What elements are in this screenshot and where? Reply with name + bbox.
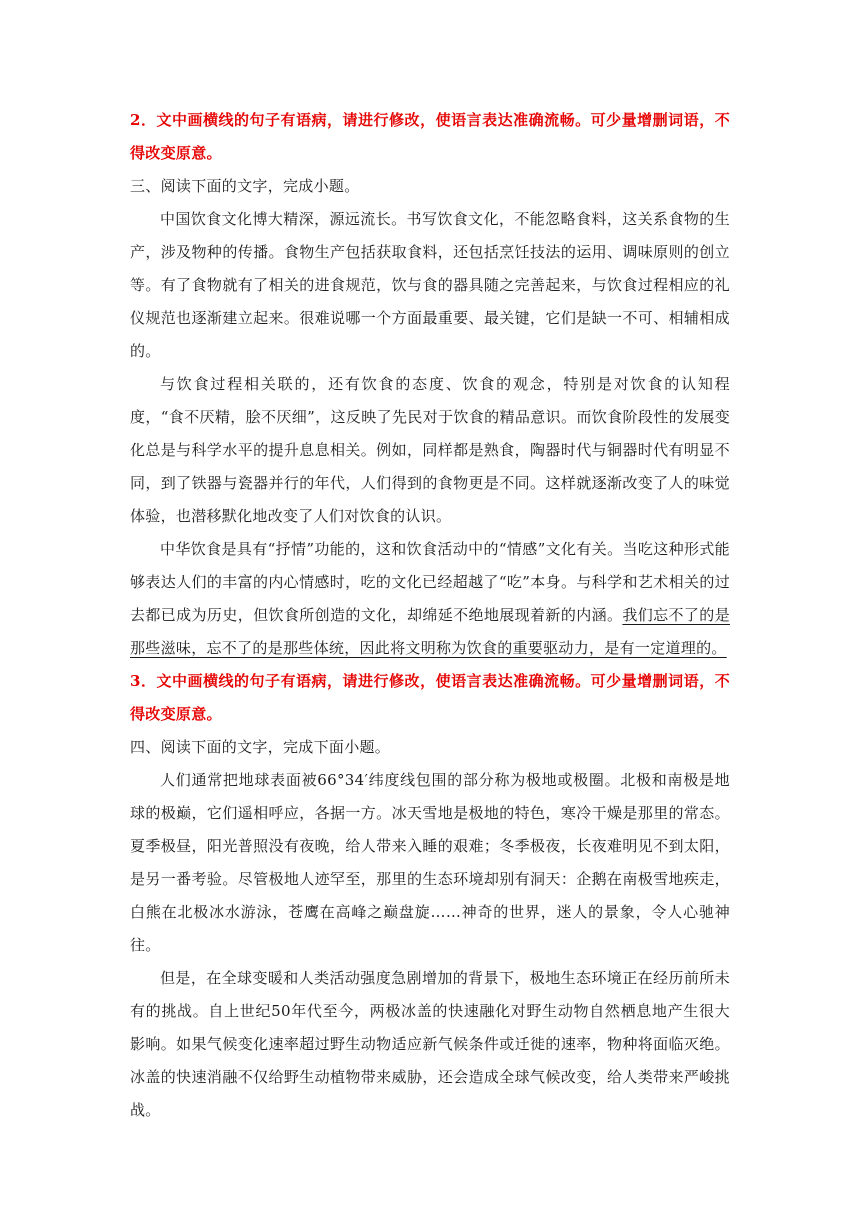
underlined-sentence: 我们忘不了的是那些滋味，忘不了的是那些体统，因此将文明称为饮食的重要驱动力，是有一定道理的。 [130,606,730,657]
paragraph-3-text: 中华饮食是具有“抒情”功能的，这和饮食活动中的“情感”文化有关。当吃这种形式能够表达人们的丰富的内心情感时，吃的文化已经超越了“吃”本身。与科学和艺术相关的过去都已成为历史，但饮食所创造的文化，却绵延不绝地展现着新的内涵。 [130,540,730,624]
question-3: 3．文中画横线的句子有语病，请进行修改，使语言表达准确流畅。可少量增删词语，不得改变原意。 [130,672,730,723]
section-3-paragraph-1: 中国饮食文化博大精深，源远流长。书写饮食文化，不能忽略食料，这关系食物的生产，涉及物种的传播。食物生产包括获取食料，还包括烹饪技法的运用、调味原则的创立等。有了食物就有了相关的进食规范，饮与食的器具随之完善起来，与饮食过程相应的礼仪规范也逐渐建立起来。很难说哪一个方面最重要、最关键，它们是缺一不可、相辅相成的。 [130,210,730,360]
question-2: 2．文中画横线的句子有语病，请进行修改，使语言表达准确流畅。可少量增删词语，不得改变原意。 [130,111,730,162]
section-4-paragraph-1: 人们通常把地球表面被66°34′纬度线包围的部分称为极地或极圈。北极和南极是地球的极巅，它们遥相呼应，各据一方。冰天雪地是极地的特色，寒冷干燥是那里的常态。夏季极昼，阳光普照没有夜晚，给人带来入睡的艰难；冬季极夜，长夜难明见不到太阳，是另一番考验。尽管极地人迹罕至，那里的生态环境却别有洞天：企鹅在南极雪地疾走，白熊在北极冰水游泳，苍鹰在高峰之巅盘旋……神奇的世界，迷人的景象，令人心驰神往。 [130,771,730,954]
section-4-paragraph-2: 但是，在全球变暖和人类活动强度急剧增加的背景下，极地生态环境正在经历前所未有的挑战。自上世纪50年代至今，两极冰盖的快速融化对野生动物自然栖息地产生很大影响。如果气候变化速率超过野生动物适应新气候条件或迁徙的速率，物种将面临灭绝。冰盖的快速消融不仅给野生动植物带来威胁，还会造成全球气候改变，给人类带来严峻挑战。 [130,969,730,1119]
section-4-heading: 四、阅读下面的文字，完成下面小题。 [130,738,391,756]
section-3-paragraph-3 [130,533,730,665]
section-3-heading: 三、阅读下面的文字，完成小题。 [130,177,360,195]
section-3-paragraph-2: 与饮食过程相关联的，还有饮食的态度、饮食的观念，特别是对饮食的认知程度，“食不厌精，脍不厌细”，这反映了先民对于饮食的精品意识。而饮食阶段性的发展变化总是与科学水平的提升息息相关。例如，同样都是熟食，陶器时代与铜器时代有明显不同，到了铁器与瓷器并行的年代，人们得到的食物更是不同。这样就逐渐改变了人的味觉体验，也潜移默化地改变了人们对饮食的认识。 [130,375,730,525]
